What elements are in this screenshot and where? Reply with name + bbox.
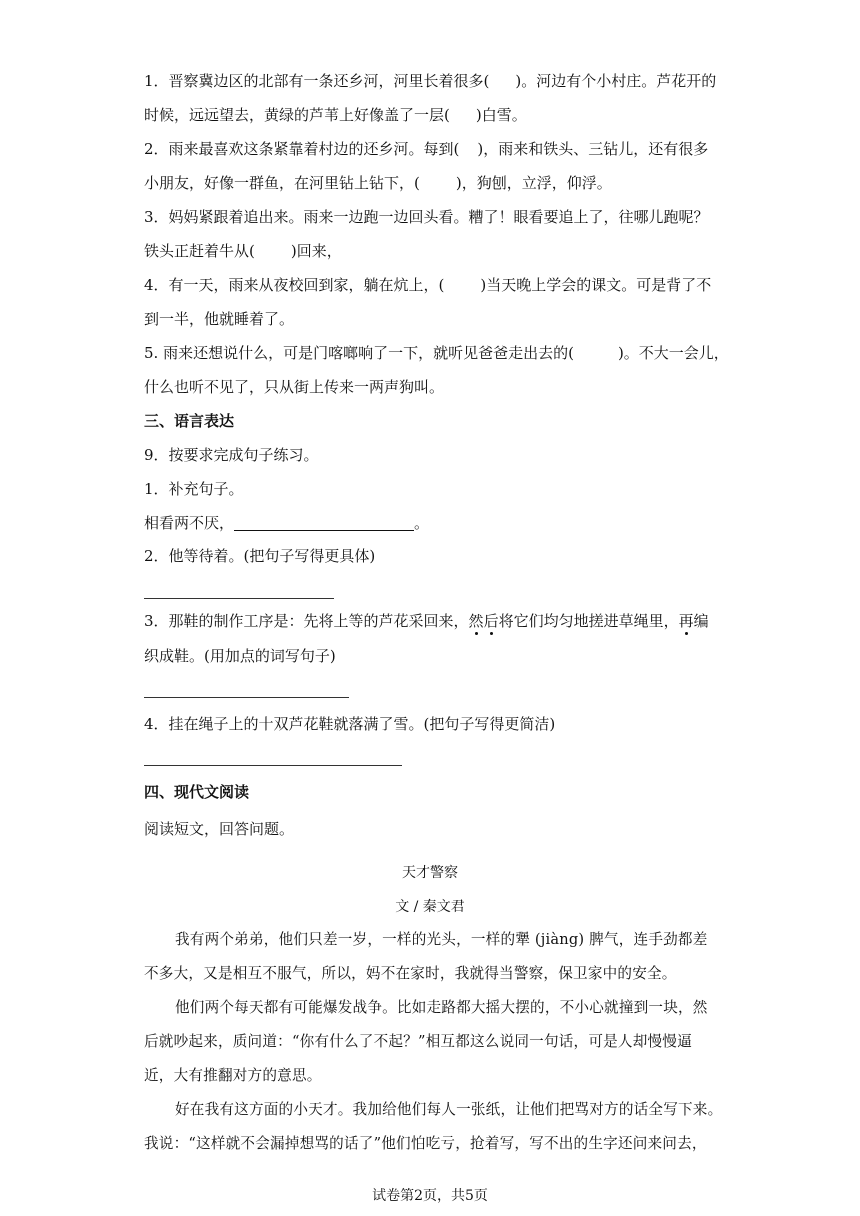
story-p3-line1: 好在我有这方面的小天才。我加给他们每人一张纸，让他们把骂对方的话全写下来。: [175, 1101, 723, 1118]
text: 2．雨来最喜欢这条紧靠着村边的还乡河。每到(: [144, 140, 460, 158]
story-p3-line2: 我说：“这样就不会漏掉想骂的话了”他们怕吃亏，抢着写，写不出的生字还问来问去，: [144, 1135, 707, 1152]
q8-item4-line2: 到一半，他就睡着了。: [144, 310, 295, 328]
q9-sub2: 2．他等待着。(把句子写得更具体): [144, 547, 376, 565]
q8-item5-line2: 什么也听不见了，只从街上传来一两声狗叫。: [144, 378, 445, 396]
q8-item1-line1: [144, 71, 716, 91]
story-title: 天才警察: [402, 865, 458, 881]
text: )，雨来和铁头、三钻儿，还有很多: [477, 140, 709, 158]
q8-item2-line2: [144, 173, 612, 193]
q8-item1-line2: [144, 105, 527, 125]
text: )白雪。: [475, 106, 527, 124]
text: 5. 雨来还想说什么，可是门喀啷响了一下，就听见爸爸走出去的(: [144, 344, 574, 362]
q9-sub4: 4．挂在绳子上的十双芦花鞋就落满了雪。(把句子写得更简洁): [144, 715, 556, 733]
story-p2-line3: 近，大有推翻对方的意思。: [144, 1067, 322, 1084]
q9-prompt: 9．按要求完成句子练习。: [144, 446, 319, 464]
reading-instruction: 阅读短文，回答问题。: [144, 820, 295, 838]
story-p2-line2: 后就吵起来，质问道：“你有什么了不起？”相互都这么说同一句话，可是人却慢慢逼: [144, 1033, 692, 1050]
text: 1．晋察冀边区的北部有一条还乡河，河里长着很多(: [144, 72, 490, 90]
text: 4．有一天，雨来从夜校回到家，躺在炕上，(: [144, 276, 445, 294]
text: )。河边有个小村庄。芦花开的: [515, 72, 717, 90]
story-p1-line2: 不多大，又是相互不服气，所以，妈不在家时，我就得当警察，保卫家中的安全。: [144, 965, 677, 982]
text: 时候，远远望去，黄绿的芦苇上好像盖了一层(: [144, 106, 450, 124]
text: )，狗刨，立浮，仰浮。: [455, 174, 612, 192]
text: 编: [693, 612, 709, 630]
section4-heading: 四、现代文阅读: [144, 783, 250, 801]
answer-blank[interactable]: [234, 515, 414, 531]
text: 铁头正赶着牛从(: [144, 242, 255, 260]
text: )当天晚上学会的课文。可是背了不: [480, 276, 712, 294]
answer-line[interactable]: [144, 598, 334, 599]
story-author: 文 / 秦文君: [395, 899, 465, 915]
emphasis-char: 然: [468, 612, 484, 630]
story-p1-line1: 我有两个弟弟，他们只差一岁，一样的光头，一样的犟 (jiàng) 脾气，连手劲都差: [175, 931, 708, 948]
text: 相看两不厌，: [144, 514, 235, 532]
emphasis-char: 后: [483, 612, 499, 630]
q9-sub3-line2: 织成鞋。(用加点的词写句子): [144, 647, 336, 665]
q8-item3-line1: 3．妈妈紧跟着追出来。雨来一边跑一边回头看。糟了！眼看要追上了，往哪儿跑呢？: [144, 208, 709, 226]
answer-line[interactable]: [144, 697, 349, 698]
story-p2-line1: 他们两个每天都有可能爆发战争。比如走路都大摇大摆的，不小心就撞到一块，然: [175, 999, 708, 1016]
q8-item3-line2: [144, 241, 342, 261]
q9-sub1-sentence: [144, 513, 429, 533]
q8-item2-line1: [144, 139, 708, 159]
text: )回来，: [290, 242, 342, 260]
answer-line[interactable]: [144, 765, 402, 766]
text: 3．那鞋的制作工序是：先将上等的芦花采回来，: [144, 612, 469, 630]
page-footer: 试卷第2页，共5页: [372, 1188, 488, 1204]
text: 。: [414, 514, 430, 532]
q8-item5-line1: [144, 343, 729, 363]
section3-heading: 三、语言表达: [144, 412, 235, 430]
q8-item4-line1: [144, 275, 711, 295]
q9-sub3-line1: [144, 611, 709, 631]
text: 小朋友，好像一群鱼，在河里钻上钻下，(: [144, 174, 420, 192]
text: 将它们均匀地搓进草绳里，: [498, 612, 679, 630]
text: )。不大一会儿，: [617, 344, 729, 362]
emphasis-char: 再: [678, 612, 694, 630]
q9-sub1: 1．补充句子。: [144, 480, 244, 498]
